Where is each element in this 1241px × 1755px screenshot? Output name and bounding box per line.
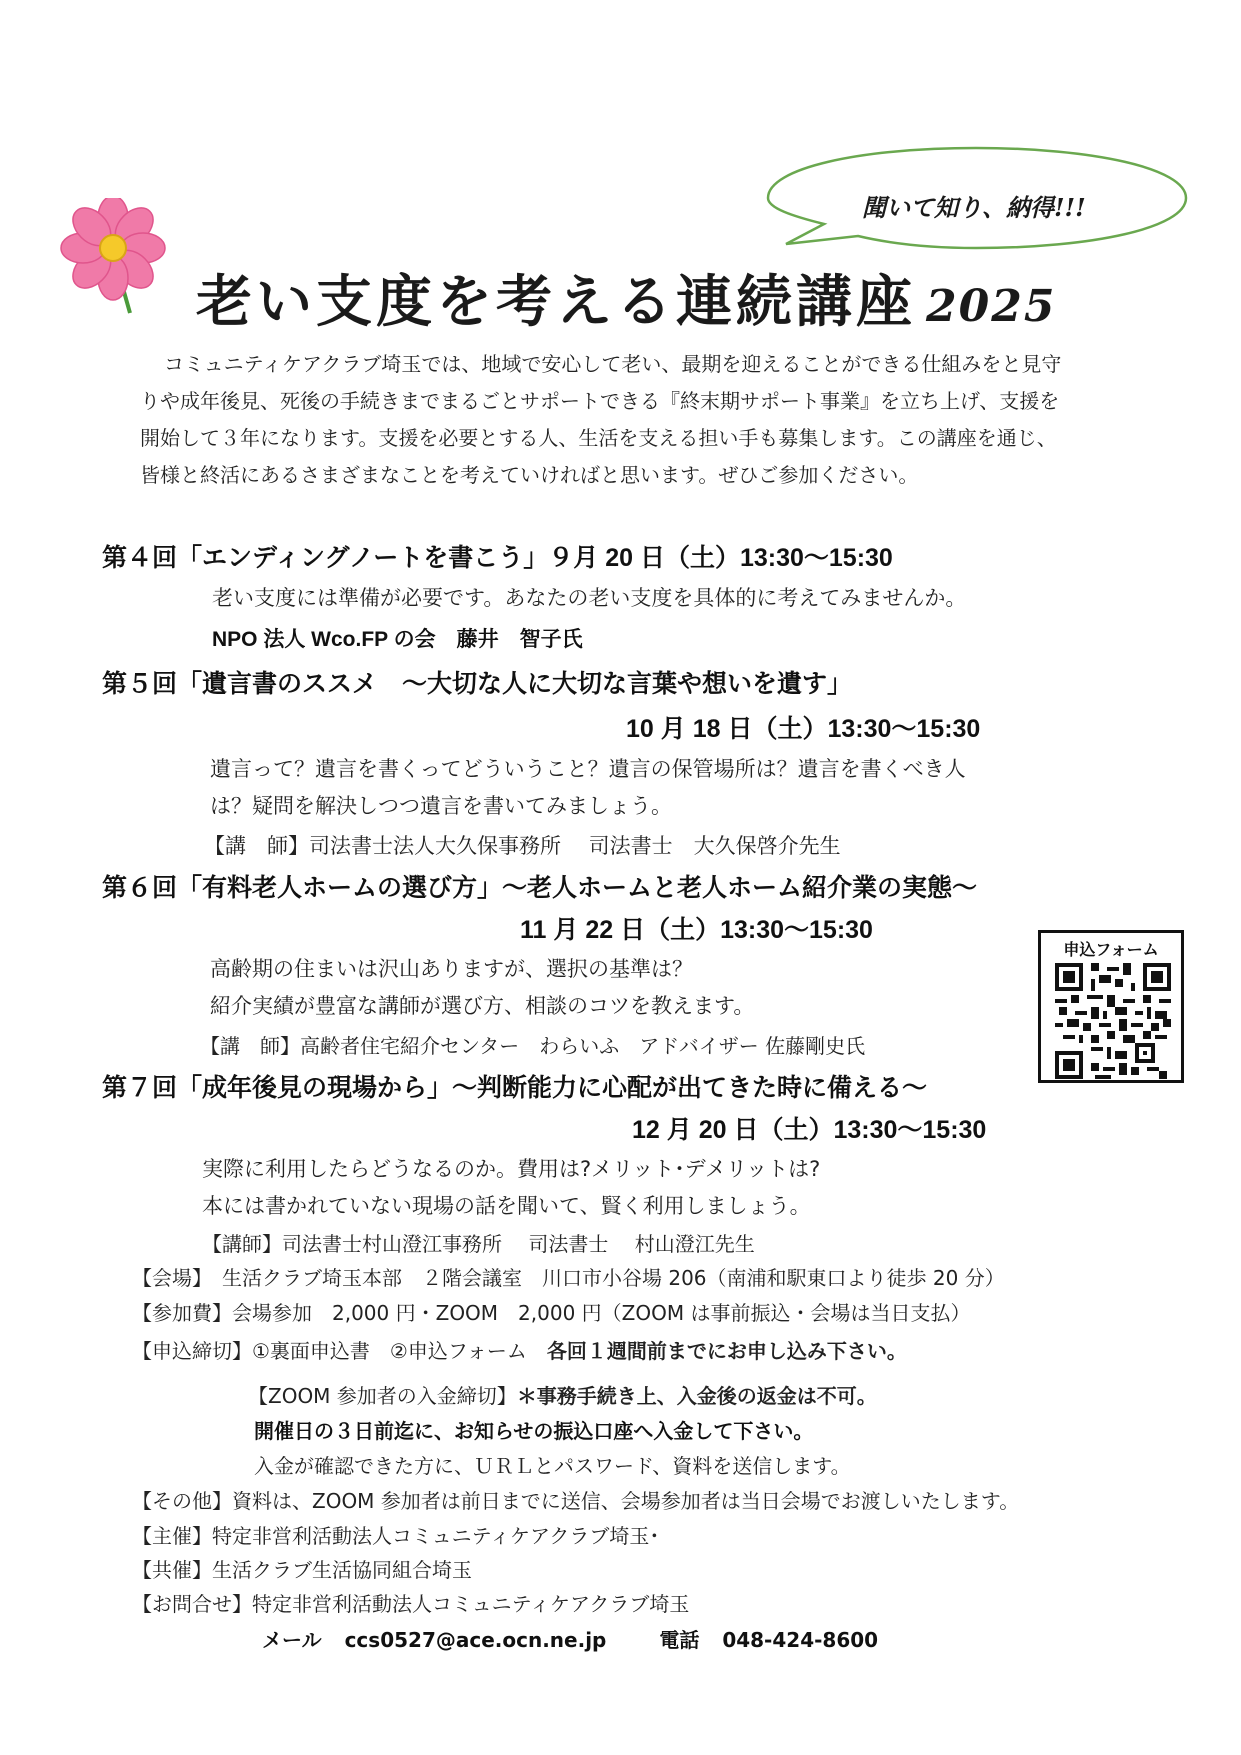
deadline-info <box>132 1335 907 1364</box>
session-7-lecturer: 【講師】司法書士村山澄江事務所 司法書士 村山澄江先生 <box>202 1232 755 1256</box>
session-5-heading: 第５回「遺言書のススメ ～大切な人に大切な言葉や想いを遺す」 <box>102 670 853 698</box>
speech-bubble <box>762 140 1190 250</box>
title-main: 老い支度を考える連続講座 <box>196 269 916 335</box>
zoom-payment-note: 開催日の３日前迄に、お知らせの振込口座へ入金して下さい。 <box>254 1419 814 1443</box>
qr-code-icon <box>1055 963 1171 1079</box>
deadline-emphasis: 各回１週間前までにお申し込み下さい。 <box>546 1339 907 1363</box>
mail-address[interactable]: ccs0527@ace.ocn.ne.jp <box>344 1628 607 1652</box>
session-5-lecturer: 【講 師】司法書士法人大久保事務所 司法書士 大久保啓介先生 <box>204 834 841 858</box>
session-6-lecturer: 【講 師】高齢者住宅紹介センター わらいふ アドバイザー 佐藤剛史氏 <box>200 1034 866 1058</box>
intro-paragraph <box>140 346 1061 494</box>
session-5-date: 10 月 18 日（土）13:30～15:30 <box>626 715 981 743</box>
session-6-heading: 第６回「有料老人ホームの選び方」～老人ホームと老人ホーム紹介業の実態～ <box>102 874 978 902</box>
session-6-description: 紹介実績が豊富な講師が選び方、相談のコツを教えます。 <box>210 994 755 1018</box>
session-7-date: 12 月 20 日（土）13:30～15:30 <box>632 1116 987 1144</box>
cohost-info: 【共催】生活クラブ生活協同組合埼玉 <box>132 1558 472 1582</box>
qr-code-box[interactable] <box>1038 930 1184 1083</box>
intro-line: 開始して３年になります。支援を必要とする人、生活を支える担い手も募集します。この講座を通じ、 <box>140 426 1057 450</box>
title-year: 2025 <box>926 281 1057 332</box>
session-7-description: 本には書かれていない現場の話を聞いて、賢く利用しましょう。 <box>202 1194 811 1218</box>
intro-line: コミュニティケアクラブ埼玉では、地域で安心して老い、最期を迎えることができる仕組みをと見守 <box>164 352 1062 376</box>
intro-line: りや成年後見、死後の手続きまでまるごとサポートできる『終末期サポート事業』を立ち上げ、支援を <box>140 389 1060 413</box>
zoom-deadline-label: 【ZOOM 参加者の入金締切】 <box>248 1384 517 1408</box>
contact-info: 【お問合せ】特定非営利活動法人コミュニティケアクラブ埼玉 <box>132 1592 690 1616</box>
zoom-deadline-info <box>248 1380 877 1409</box>
deadline-label: 【申込締切】①裏面申込書 ②申込フォーム <box>132 1339 547 1363</box>
other-info: 【その他】資料は、ZOOM 参加者は前日までに送信、会場参加者は当日会場でお渡しいたします。 <box>132 1489 1020 1513</box>
session-4-description: 老い支度には準備が必要です。あなたの老い支度を具体的に考えてみませんか。 <box>212 586 967 610</box>
host-info: 【主催】特定非営利活動法人コミュニティケアクラブ埼玉･ <box>132 1524 660 1548</box>
session-5-description: 遺言って？遺言を書くってどういうこと？遺言の保管場所は？遺言を書くべき人 <box>210 757 966 781</box>
phone-number[interactable]: 048-424-8600 <box>722 1628 879 1652</box>
bubble-text: 聞いて知り、納得!!! <box>862 193 1086 222</box>
zoom-refund-note: ＊事務手続き上、入金後の返金は不可。 <box>516 1384 877 1408</box>
session-6-date: 11 月 22 日（土）13:30～15:30 <box>520 916 873 944</box>
session-7-description: 実際に利用したらどうなるのか。費用は?メリット･デメリットは? <box>202 1157 821 1181</box>
cosmos-flower-illustration <box>58 198 168 320</box>
phone-label: 電話 <box>659 1628 700 1652</box>
qr-label: 申込フォーム <box>1063 940 1159 959</box>
session-4-lecturer: NPO 法人 Wco.FP の会 藤井 智子氏 <box>212 628 583 651</box>
session-7-heading: 第７回「成年後見の現場から」～判断能力に心配が出てきた時に備える～ <box>102 1074 928 1102</box>
mail-label: メール <box>262 1628 322 1652</box>
zoom-url-note: 入金が確認できた方に、ＵＲＬとパスワード、資料を送信します。 <box>254 1454 851 1478</box>
page-title <box>196 258 1056 338</box>
session-6-description: 高齢期の住まいは沢山ありますが、選択の基準は？ <box>210 957 693 981</box>
session-4-heading: 第４回「エンディングノートを書こう」９月 20 日（土）13:30～15:30 <box>102 544 893 572</box>
intro-line: 皆様と終活にあるさまざまなことを考えていければと思います。ぜひご参加ください。 <box>140 463 919 487</box>
venue-info: 【会場】 生活クラブ埼玉本部 ２階会議室 川口市小谷場 206（南浦和駅東口より徒歩 20 分） <box>132 1266 1005 1290</box>
fee-info: 【参加費】会場参加 2,000 円・ZOOM 2,000 円（ZOOM は事前振込・会場は当日支払） <box>132 1301 971 1325</box>
contact-details <box>262 1624 878 1653</box>
session-5-description: は？疑問を解決しつつ遺言を書いてみましょう。 <box>210 794 672 818</box>
